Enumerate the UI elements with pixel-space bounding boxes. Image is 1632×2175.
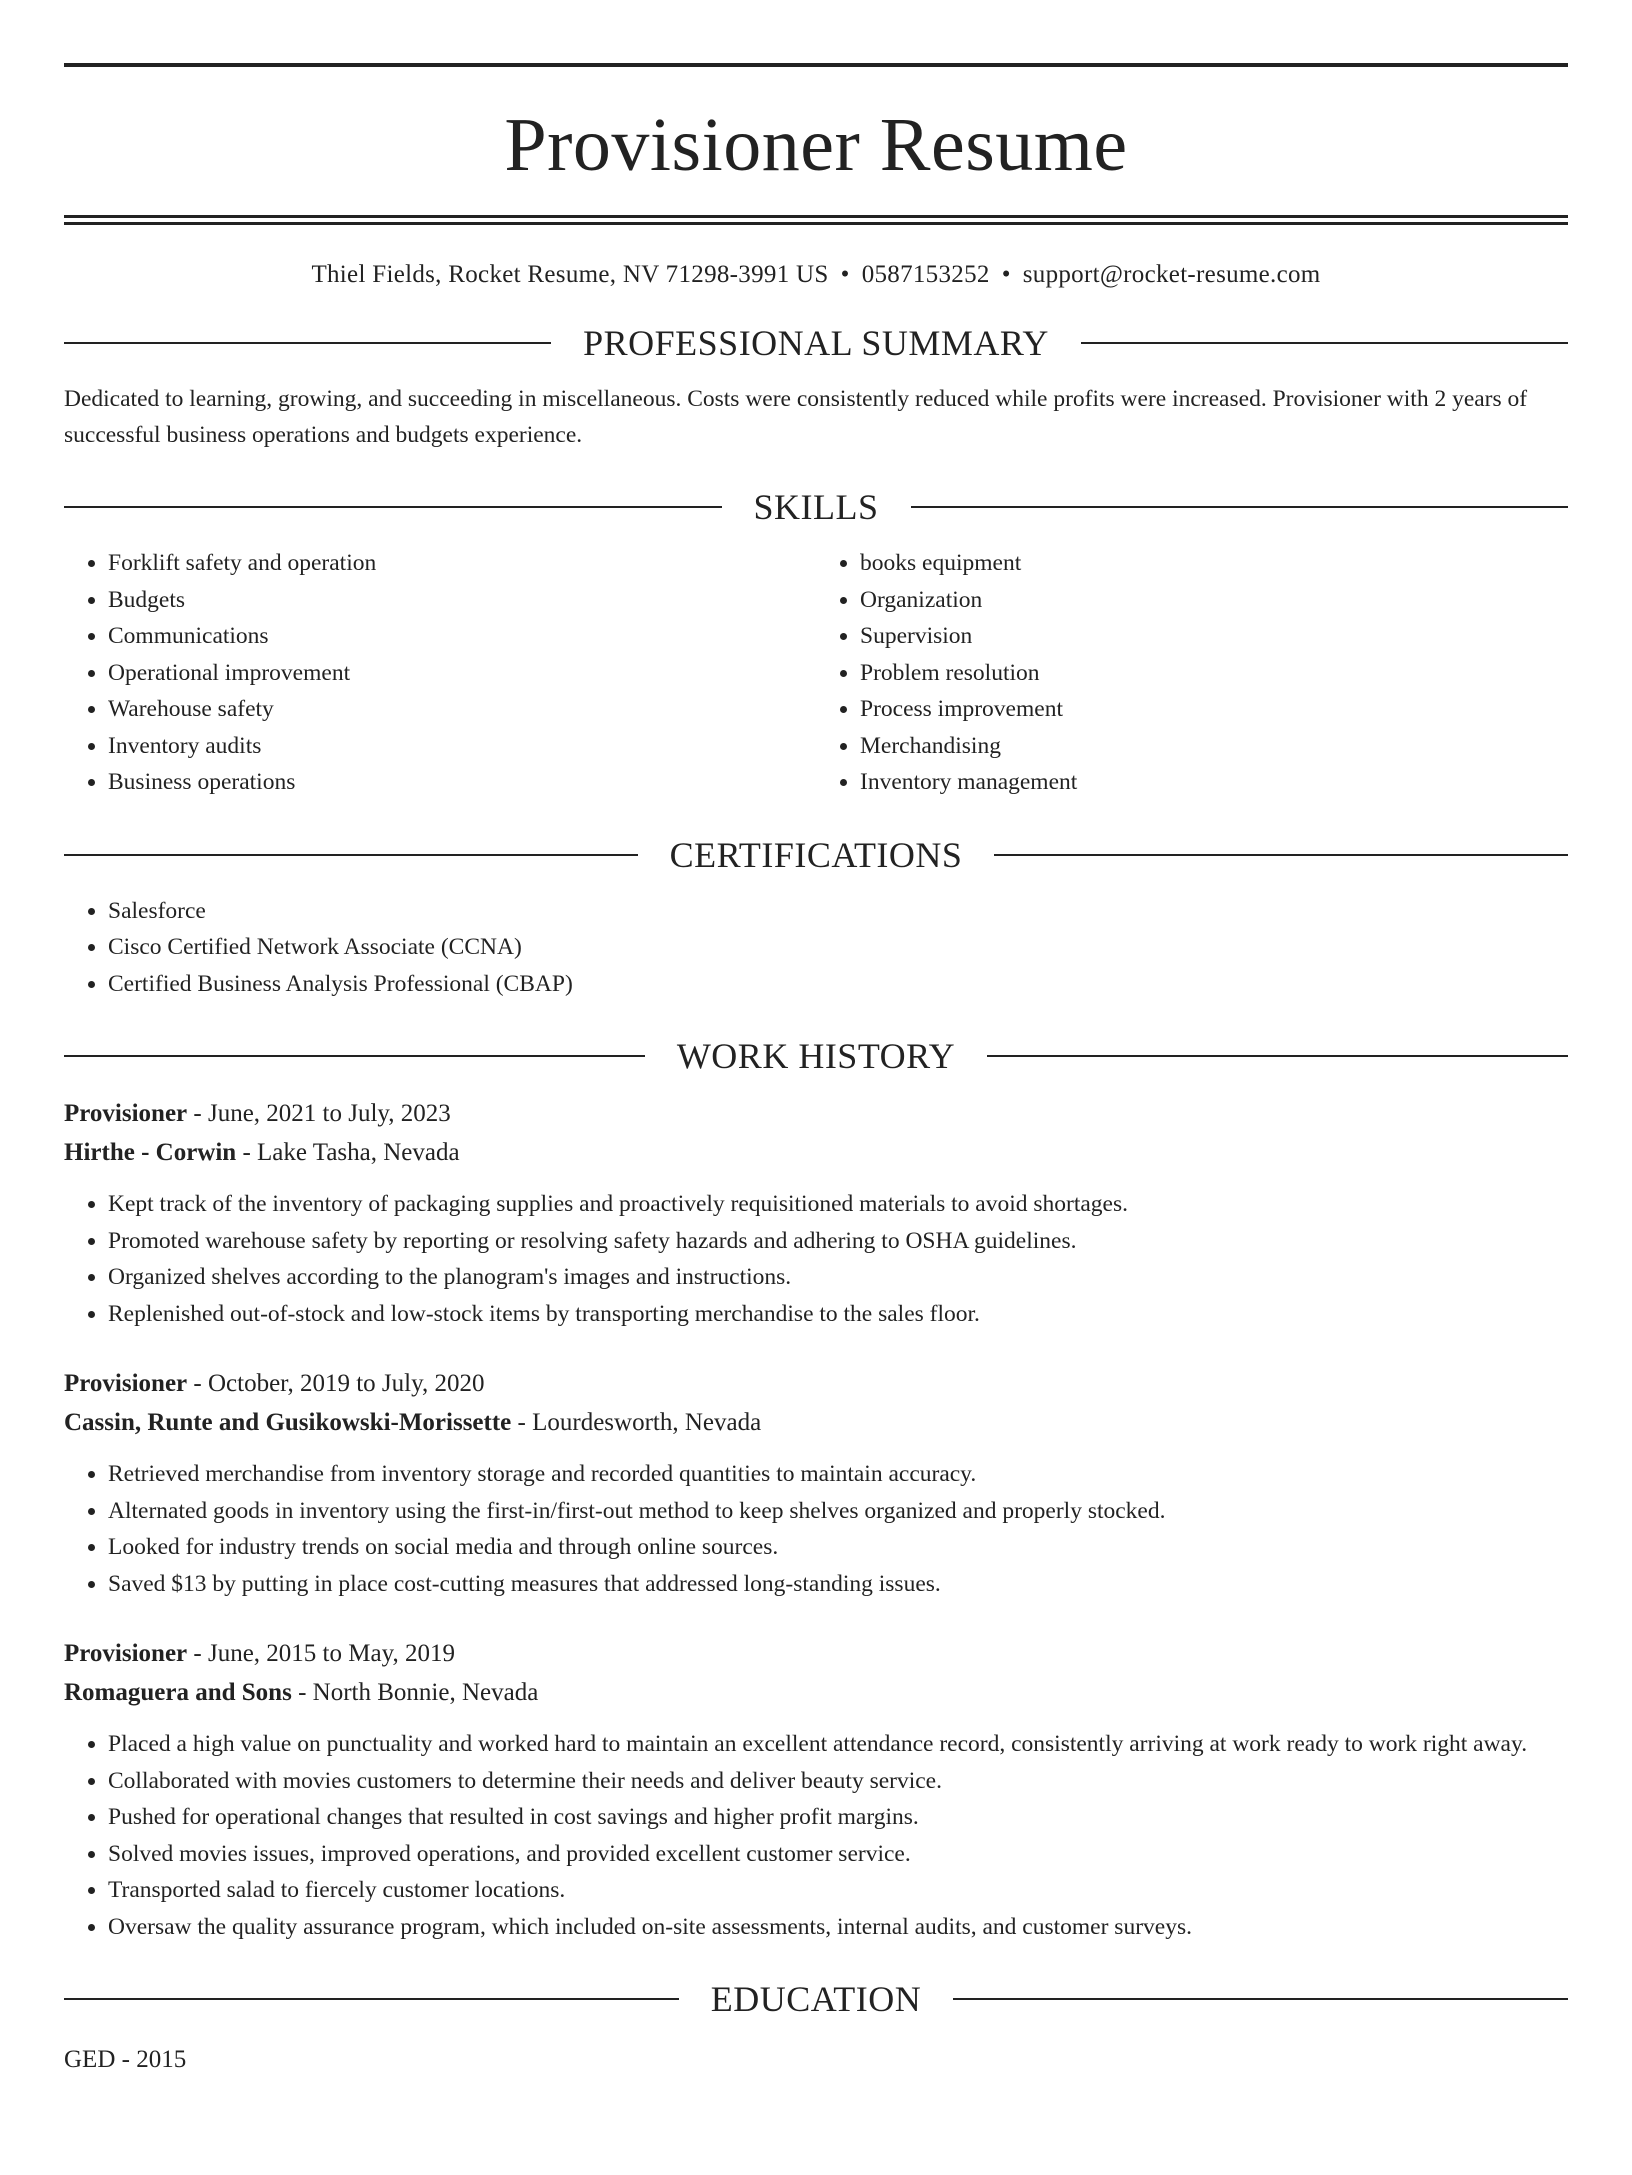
job-company: Hirthe - Corwin [64,1139,237,1166]
job-title-line [64,1094,1568,1133]
contact-email: support@rocket-resume.com [1022,261,1321,288]
job-dates: June, 2021 to July, 2023 [207,1100,451,1127]
skill-item: • Warehouse safety [108,691,816,728]
section-heading-label: EDUCATION [710,1979,922,2019]
skill-item: • books equipment [860,545,1568,582]
job-company-line [64,1673,1568,1712]
job-entry [64,1094,1568,1332]
job-separator: - [236,1139,258,1166]
summary-text: Dedicated to learning, growing, and succeeding in miscellaneous. Costs were consistently reduced while profits were increased. Provisioner with 2 years of successful business operations and budgets experience. [64,386,1528,448]
job-company: Romaguera and Sons [64,1679,292,1706]
skills-column-left [64,545,816,801]
section-heading-work-history [64,1038,1568,1074]
skill-item: • Forklift safety and operation [108,545,816,582]
job-entry [64,1364,1568,1602]
job-title: Provisioner [64,1100,188,1127]
page-title: Provisioner Resume [504,103,1128,187]
skill-item: • Problem resolution [860,655,1568,692]
job-dates: October, 2019 to July, 2020 [207,1370,485,1397]
job-bullet: • Promoted warehouse safety by reporting or resolving safety hazards and adhering to OSHA guidelines. [108,1223,1568,1260]
section-heading-label: SKILLS [753,487,879,527]
job-bullet: • Kept track of the inventory of packaging supplies and proactively requisitioned materials to avoid shortages. [108,1186,1568,1223]
heading-rule-right [911,506,1569,508]
heading-rule-left [64,1998,679,2000]
heading-rule-right [1081,342,1568,344]
education-entry: GED - 2015 [64,2046,187,2073]
certification-item: • Salesforce [108,893,1568,930]
skill-item: • Merchandising [860,728,1568,765]
section-heading-label: WORK HISTORY [676,1036,956,1076]
certification-item: • Cisco Certified Network Associate (CCNA) [108,929,1568,966]
section-heading-education [64,1981,1568,2017]
job-bullet: • Organized shelves according to the planogram's images and instructions. [108,1259,1568,1296]
heading-rule-right [994,854,1568,856]
heading-rule-left [64,342,551,344]
contact-address: Thiel Fields, Rocket Resume, NV 71298-3991 US [311,261,829,288]
job-separator: - [511,1409,533,1436]
certification-item: • Certified Business Analysis Professional (CBAP) [108,966,1568,1003]
skills-list [64,545,1568,801]
section-heading-summary [64,325,1568,361]
title-double-rule [64,215,1568,225]
job-title: Provisioner [64,1370,188,1397]
job-company: Cassin, Runte and Gusikowski-Morissette [64,1409,512,1436]
skill-item: • Operational improvement [108,655,816,692]
skill-item: • Inventory management [860,764,1568,801]
job-location: North Bonnie, Nevada [312,1679,539,1706]
job-bullet: • Retrieved merchandise from inventory storage and recorded quantities to maintain accuracy. [108,1456,1568,1493]
skill-item: • Budgets [108,582,816,619]
job-bullets [64,1456,1568,1602]
heading-rule-right [987,1055,1568,1057]
job-location: Lake Tasha, Nevada [257,1139,460,1166]
top-rule [64,63,1568,67]
job-separator: - [291,1679,313,1706]
skill-item: • Communications [108,618,816,655]
section-heading-label: PROFESSIONAL SUMMARY [583,323,1049,363]
heading-rule-right [953,1998,1568,2000]
job-bullet: • Saved $13 by putting in place cost-cutting measures that addressed long-standing issues. [108,1566,1568,1603]
job-bullet: • Transported salad to fiercely customer locations. [108,1872,1568,1909]
contact-separator: • [840,261,850,288]
job-bullet: • Replenished out-of-stock and low-stock items by transporting merchandise to the sales floor. [108,1296,1568,1333]
section-heading-label: CERTIFICATIONS [669,834,963,875]
skill-item: • Inventory audits [108,728,816,765]
skill-item: • Organization [860,582,1568,619]
job-bullet: • Placed a high value on punctuality and worked hard to maintain an excellent attendance record, consistently arriving at work ready to work right away. [108,1726,1568,1763]
job-bullet: • Looked for industry trends on social media and through online sources. [108,1529,1568,1566]
skill-item: • Business operations [108,764,816,801]
skill-item: • Supervision [860,618,1568,655]
job-company-line [64,1403,1568,1442]
skills-column-right [816,545,1568,801]
job-separator: - [187,1370,208,1397]
section-heading-certifications [64,834,1568,875]
job-entry [64,1634,1568,1945]
job-dates: June, 2015 to May, 2019 [207,1640,455,1667]
job-separator: - [187,1640,208,1667]
job-location: Lourdesworth, Nevada [532,1409,762,1436]
job-bullet: • Pushed for operational changes that resulted in cost savings and higher profit margins. [108,1799,1568,1836]
heading-rule-left [64,1055,645,1057]
contact-line [64,261,1568,289]
section-heading-skills [64,489,1568,525]
resume-page [0,63,1632,2175]
job-title-line [64,1364,1568,1403]
heading-rule-left [64,506,722,508]
job-bullet: • Oversaw the quality assurance program, which included on-site assessments, internal audits, and customer surveys. [108,1909,1568,1946]
heading-rule-left [64,854,638,856]
job-title-line [64,1634,1568,1673]
job-separator: - [187,1100,208,1127]
job-bullets [64,1726,1568,1945]
skill-item: • Process improvement [860,691,1568,728]
contact-separator: • [1001,261,1011,288]
job-bullet: • Alternated goods in inventory using the first-in/first-out method to keep shelves organized and properly stocked. [108,1493,1568,1530]
job-bullet: • Solved movies issues, improved operations, and provided excellent customer service. [108,1836,1568,1873]
certifications-list [64,893,1568,1003]
job-company-line [64,1133,1568,1172]
contact-phone: 0587153252 [861,261,990,288]
job-bullets [64,1186,1568,1332]
job-bullet: • Collaborated with movies customers to determine their needs and deliver beauty service. [108,1763,1568,1800]
job-title: Provisioner [64,1640,188,1667]
